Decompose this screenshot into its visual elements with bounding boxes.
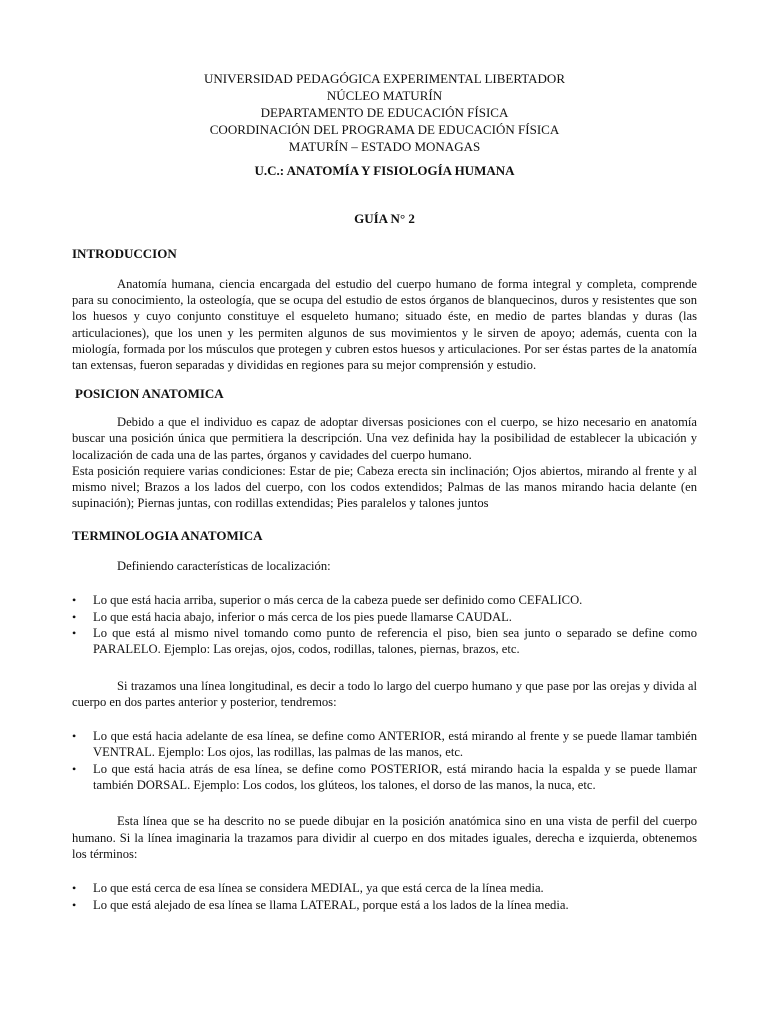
list-item-text: Lo que está cerca de esa línea se considera MEDIAL, ya que está cerca de la línea media. [93, 881, 544, 896]
medial-lateral-list [72, 880, 697, 913]
list-item-text: Lo que está hacia adelante de esa línea, se define como ANTERIOR, está mirando al frente y se puede llamar también VENTRAL. Ejemplo: Los ojos, las rodillas, las palmas de las manos, etc. [93, 729, 697, 760]
list-item [72, 880, 697, 896]
bullet-icon: • [72, 609, 77, 624]
position-paragraph-2: Esta posición requiere varias condiciones: Estar de pie; Cabeza erecta sin inclinación; Ojos abiertos, mirando al frente y al mismo nivel; Brazos a los lados del cuerpo, con los codos extendidos; Palmas de las manos mirando hacia delante (en supinación); Piernas juntas, con rodillas extendidas; Pies paralelos y talones juntos [72, 463, 697, 511]
position-paragraph-1: Debido a que el individuo es capaz de adoptar diversas posiciones con el cuerpo, se hizo necesario en anatomía buscar una posición única que permitiera la descripción. Una vez definida hay la posibilidad de establecer la ubicación y localización de cada una de las partes, órganos y cavidades del cuerpo humano. [72, 414, 697, 462]
list-item [72, 625, 697, 658]
bullet-icon: • [72, 881, 77, 896]
header-coordination: COORDINACIÓN DEL PROGRAMA DE EDUCACIÓN FÍSICA [209, 122, 560, 137]
bullet-icon: • [72, 897, 77, 912]
header-location: MATURÍN – ESTADO MONAGAS [288, 139, 481, 154]
list-item [72, 897, 697, 913]
header-department: DEPARTAMENTO DE EDUCACIÓN FÍSICA [260, 105, 509, 120]
bullet-icon: • [72, 729, 77, 744]
longitudinal-line-paragraph: Si trazamos una línea longitudinal, es decir a todo lo largo del cuerpo humano y que pase por las orejas y divida al cuerpo en dos partes anterior y posterior, tendremos: [72, 678, 697, 709]
localization-list [72, 592, 697, 657]
document-page [72, 70, 697, 913]
course-title: U.C.: ANATOMÍA Y FISIOLOGÍA HUMANA [254, 163, 515, 178]
header-nucleus: NÚCLEO MATURÍN [326, 88, 443, 103]
list-item-text: Lo que está alejado de esa línea se llama LATERAL, porque está a los lados de la línea media. [93, 897, 569, 912]
institution-header [72, 70, 697, 155]
list-item-text: Lo que está al mismo nivel tomando como punto de referencia el piso, bien sea junto o separado se define como PARALELO. Ejemplo: Las orejas, ojos, codos, rodillas, talones, piernas, brazos, etc. [93, 625, 697, 657]
defining-characteristics-text: Definiendo características de localización: [117, 559, 331, 574]
sagittal-line-paragraph: Esta línea que se ha descrito no se puede dibujar en la posición anatómica sino en una vista de perfil del cuerpo humano. Si la línea imaginaria la trazamos para dividir al cuerpo en dos mitades iguales, derecha e izquierda, obtenemos los términos: [72, 814, 697, 861]
heading-posicion-anatomica: POSICION ANATOMICA [75, 385, 224, 401]
bullet-icon: • [72, 761, 77, 776]
bullet-icon: • [72, 593, 77, 608]
heading-terminologia-anatomica: TERMINOLOGIA ANATOMICA [72, 527, 263, 543]
list-item [72, 609, 697, 625]
list-item-text: Lo que está hacia abajo, inferior o más cerca de los pies puede llamarse CAUDAL. [93, 609, 512, 624]
header-university: UNIVERSIDAD PEDAGÓGICA EXPERIMENTAL LIBERTADOR [203, 71, 565, 86]
heading-introduccion: INTRODUCCION [72, 245, 177, 261]
anterior-posterior-list [72, 728, 697, 793]
list-item-text: Lo que está hacia atrás de esa línea, se define como POSTERIOR, está mirando hacia la espalda y se puede llamar también DORSAL. Ejemplo: Los codos, los glúteos, los talones, el dorso de las manos, la nuca, etc. [93, 761, 697, 793]
guide-number: GUÍA N° 2 [354, 211, 415, 227]
bullet-icon: • [72, 625, 77, 640]
list-item [72, 728, 697, 761]
list-item-text: Lo que está hacia arriba, superior o más cerca de la cabeza puede ser definido como CEFALICO. [93, 593, 583, 608]
list-item [72, 592, 697, 608]
list-item [72, 761, 697, 794]
intro-paragraph: Anatomía humana, ciencia encargada del estudio del cuerpo humano de forma integral y completa, comprende para su conocimiento, la osteología, que se ocupa del estudio de estos órganos de blanquecinos, duros y resistentes que son los huesos y cuyo conjunto constituye el esqueleto humano; situado éste, en medio de partes blandas y duras (las articulaciones), que los unen y les permiten algunos de sus movimientos y le sirven de apoyo; además, cuenta con la miología, formada por los músculos que protegen y cubren estos huesos y articulaciones. Por ser éstas partes de la anatomía tan extensas, fueron separadas y divididas en regiones para su mejor comprensión y estudio. [72, 276, 697, 373]
